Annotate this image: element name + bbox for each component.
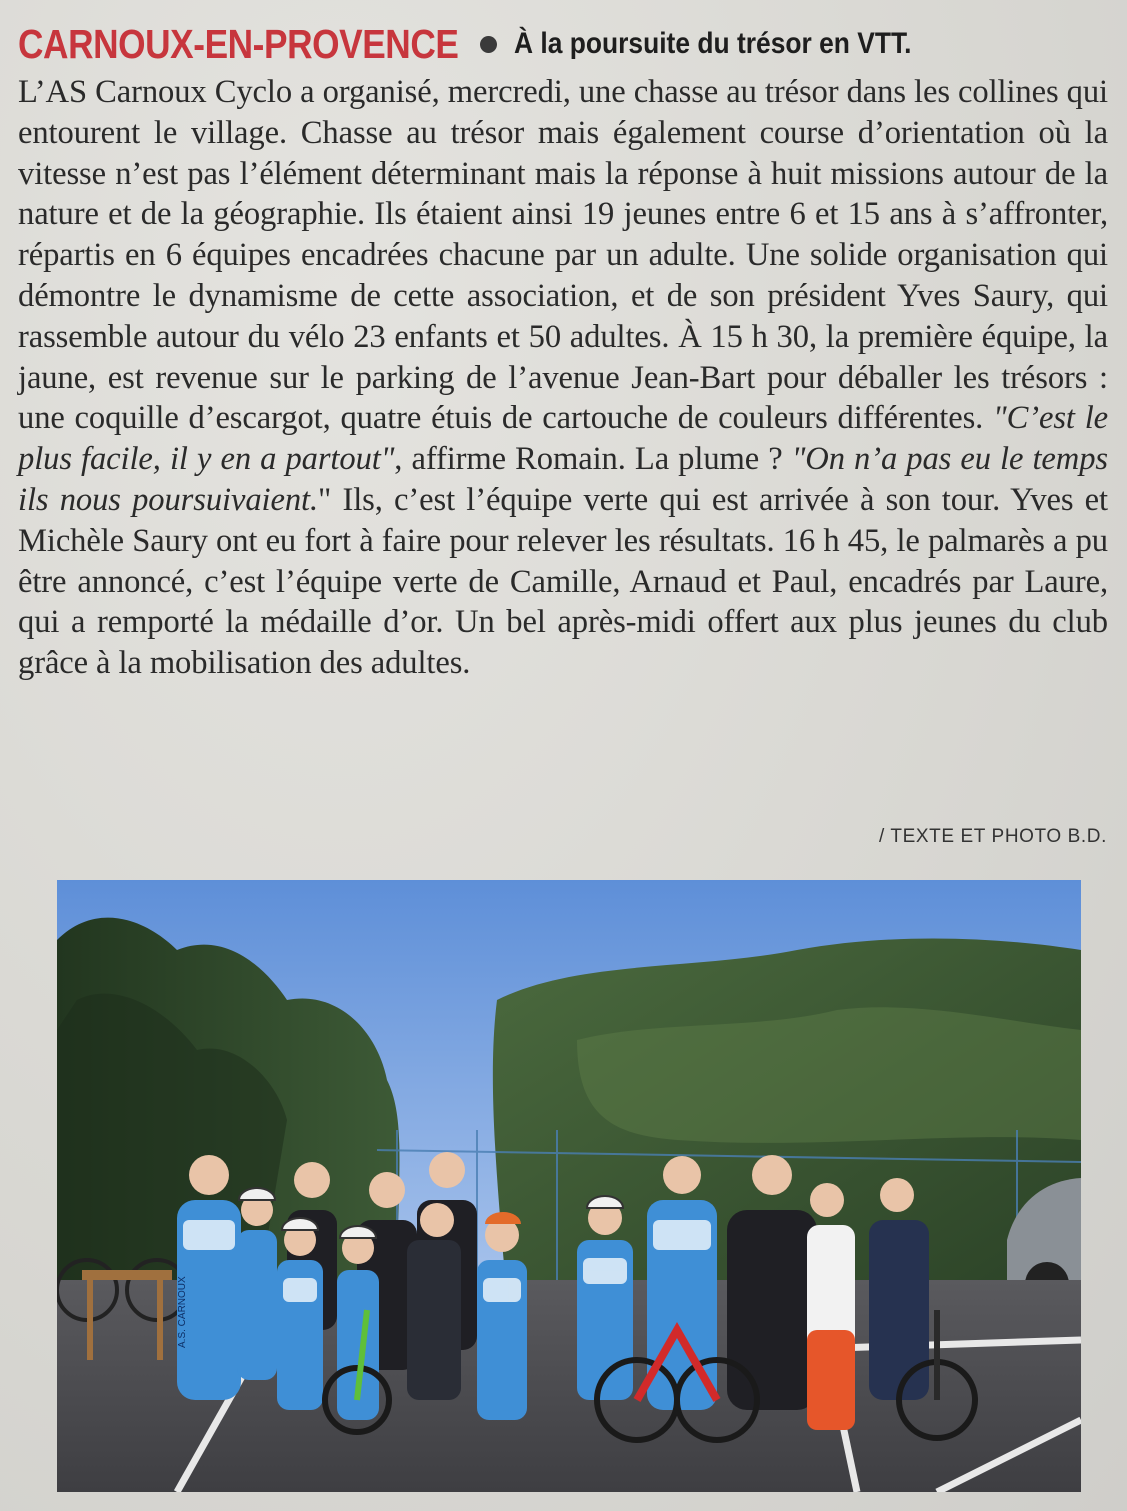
- quote-plume: "On n’a pas eu le temps ils nous poursuivaient.: [18, 441, 1108, 518]
- location-kicker: CARNOUX-EN-PROVENCE: [18, 21, 459, 67]
- group-photo: [57, 880, 1081, 1492]
- body-text-1: L’AS Carnoux Cyclo a organisé, mercredi, une chasse au trésor dans les collines qui entourent le village. Chasse au trésor mais également course d’orientation où la vitesse n’est pas l’élément déterminant mais la réponse à huit missions autour de la nature et de la géographie. Ils étaient ainsi 19 jeunes entre 6 et 15 ans à s’affronter, répartis en 6 équipes encadrées chacune par un adulte. Une solide organisation qui démontre le dynamisme de cette association, et de son président Yves Saury, qui rassemble autour du vélo 23 enfants et 50 adultes. À 15 h 30, la première équipe, la jaune, est revenue sur le parking de l’avenue Jean-Bart pour déballer les trésors : une coquille d’escargot, quatre étuis de cartouche de couleurs différentes.: [18, 74, 1108, 437]
- body-text-2: , affirme Romain. La plume ?: [394, 441, 792, 478]
- group-photo-illustration: [57, 880, 1081, 1492]
- article-body: [18, 72, 1108, 684]
- quote-romain: "C’est le plus facile, il y en a partout": [18, 400, 1109, 478]
- jersey-lettering: A.S. CARNOUX: [177, 1276, 188, 1348]
- headline: [18, 16, 1108, 72]
- body-text-3: " Ils, c’est l’équipe verte qui est arrivée à son tour. Yves et Michèle Saury ont eu fort à faire pour relever les résultats. 16 h 45, le palmarès a pu être annoncé, c’est l’équipe verte de Camille, Arnaud et Paul, encadrés par Laure, qui a remporté la médaille d’or. Un bel après-midi offert aux plus jeunes du club grâce à la mobilisation des adultes.: [18, 481, 1108, 682]
- article-title: À la poursuite du trésor en VTT.: [514, 27, 912, 60]
- article: [18, 16, 1108, 684]
- bullet-icon: [480, 36, 497, 53]
- photo-credit: / TEXTE ET PHOTO B.D.: [879, 826, 1107, 847]
